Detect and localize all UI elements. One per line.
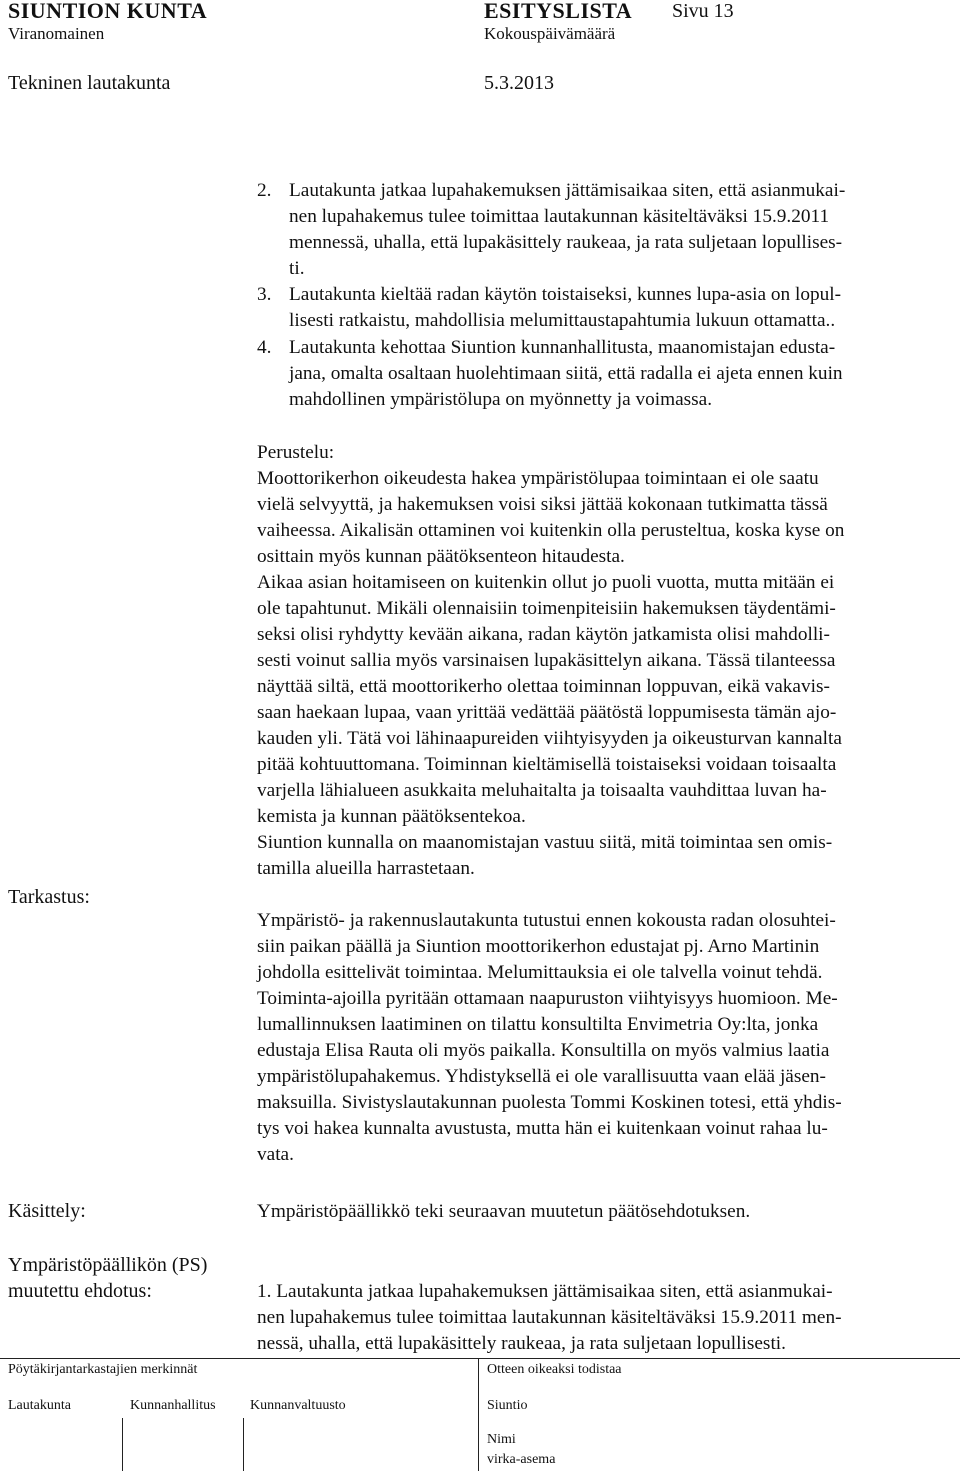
item-line: Lautakunta kehottaa Siuntion kunnanhallitusta, maanomistajan edusta- <box>289 337 836 358</box>
item-line: mennessä, uhalla, että lupakäsittely raukeaa, ja rata suljetaan lopullises- <box>289 232 843 253</box>
tarkastus-label: Tarkastus: <box>8 886 90 908</box>
item-line: jana, omalta osaltaan huolehtimaan siitä, että radalla ei ajeta ennen kuin <box>289 363 843 384</box>
item-number: 3. <box>257 284 272 305</box>
authority-label: Viranomainen <box>8 24 105 43</box>
kasittely-text: Ympäristöpäällikkö teki seuraavan muutetun päätösehdotuksen. <box>257 1201 751 1222</box>
meeting-date: 5.3.2013 <box>484 72 554 94</box>
paragraph-line: kauden yli. Tätä voi lähinaapureiden viihtyisyyden ja oikeusturvan kannalta <box>257 728 842 749</box>
item-number: 2. <box>257 180 272 201</box>
date-label: Kokouspäivämäärä <box>484 24 616 43</box>
org-name: SIUNTION KUNTA <box>8 0 208 23</box>
authority-name: Tekninen lautakunta <box>8 72 171 94</box>
paragraph-line: Aikaa asian hoitamiseen on kuitenkin ollut jo puoli vuotta, mutta mitään ei <box>257 572 835 593</box>
item-line: mahdollinen ympäristölupa on myönnetty ja voimassa. <box>289 389 713 410</box>
paragraph-line: lumallinnuksen laatiminen on tilattu konsultilta Envimetria Oy:lta, jonka <box>257 1014 819 1035</box>
paragraph-line: ole tapahtunut. Mikäli olennaisiin toimenpiteisiin hakemuksen täydentämi- <box>257 598 836 619</box>
footer-top-rule <box>0 1358 960 1359</box>
paragraph-line: nen lupahakemus tulee toimittaa lautakunnan käsiteltäväksi 15.9.2011 men- <box>257 1307 842 1328</box>
paragraph-line: saan haekaan lupaa, vaan yrittää vedättää päätöstä loppumisesta tämän ajo- <box>257 702 837 723</box>
footer-column-rule <box>243 1418 244 1471</box>
paragraph-line: pitää kohtuuttomana. Toiminnan kieltämisellä toistaiseksi voidaan toisaalta <box>257 754 837 775</box>
item-line: Lautakunta kieltää radan käytön toistaiseksi, kunnes lupa-asia on lopul- <box>289 284 842 305</box>
paragraph-line: tamilla alueilla harrastetaan. <box>257 858 475 879</box>
paragraph-line: tys voi hakea kunnalta avustusta, mutta hän ei kuitenkaan voinut rahaa lu- <box>257 1118 828 1139</box>
paragraph-line: sesti voinut sallia myös varsinaisen lupakäsittelyn aikana. Tässä tilanteessa <box>257 650 836 671</box>
paragraph-line: varjella lähialueen asukkaita meluhaitalta ja toisaalta vauhdittaa luvan ha- <box>257 780 827 801</box>
item-line: nen lupahakemus tulee toimittaa lautakunnan käsiteltäväksi 15.9.2011 <box>289 206 830 227</box>
footer-col-kunnanvaltuusto: Kunnanvaltuusto <box>250 1398 346 1413</box>
perustelu-heading: Perustelu: <box>257 442 335 463</box>
item-line: ti. <box>289 258 305 279</box>
item-line: lisesti ratkaistu, mahdollisia melumittaustapahtumia lukuun ottamatta.. <box>289 310 836 331</box>
paragraph-line: seksi olisi ryhdytty kevään aikana, radan käytön jatkamista olisi mahdolli- <box>257 624 830 645</box>
footer-role-label: virka-asema <box>487 1452 556 1467</box>
paragraph-line: Ympäristö- ja rakennuslautakunta tutustui ennen kokousta radan olosuhtei- <box>257 910 836 931</box>
footer-right-title: Otteen oikeaksi todistaa <box>487 1362 622 1377</box>
paragraph-line: Moottorikerhon oikeudesta hakea ympäristölupaa toimintaan ei ole saatu <box>257 468 819 489</box>
paragraph-line: vata. <box>257 1144 294 1165</box>
paragraph-line: näyttää siltä, että moottorikerho olettaa toiminnan loppuvan, eikä vakavis- <box>257 676 830 697</box>
paragraph-line: maksuilla. Sivistyslautakunnan puolesta Tommi Koskinen totesi, että yhdis- <box>257 1092 842 1113</box>
footer-col-lautakunta: Lautakunta <box>8 1398 71 1413</box>
paragraph-line: ympäristölupahakemus. Yhdistyksellä ei ole varallisuutta vaan elää jäsen- <box>257 1066 826 1087</box>
footer-column-rule <box>122 1418 123 1471</box>
footer-place: Siuntio <box>487 1398 528 1413</box>
ehdotus-label-line2: muutettu ehdotus: <box>8 1280 152 1302</box>
ehdotus-label-line1: Ympäristöpäällikön (PS) <box>8 1254 208 1276</box>
paragraph-line: vielä selvyyttä, ja hakemuksen voisi siksi jättää kokonaan tutkimatta tässä <box>257 494 828 515</box>
page-number: Sivu 13 <box>672 0 734 22</box>
paragraph-line: vaiheessa. Aikalisän ottaminen voi kuitenkin olla perusteltua, koska kyse on <box>257 520 845 541</box>
paragraph-line: siin paikan päällä ja Siuntion moottorikerhon edustajat pj. Arno Martinin <box>257 936 820 957</box>
paragraph-line: osittain myös kunnan päätöksenteon hitaudesta. <box>257 546 625 567</box>
footer-name-label: Nimi <box>487 1432 516 1447</box>
paragraph-line: 1. Lautakunta jatkaa lupahakemuksen jättämisaikaa siten, että asianmukai- <box>257 1281 833 1302</box>
item-number: 4. <box>257 337 272 358</box>
footer-left-title: Pöytäkirjantarkastajien merkinnät <box>8 1362 198 1377</box>
footer-divider <box>478 1358 479 1471</box>
paragraph-line: Siuntion kunnalla on maanomistajan vastuu siitä, mitä toimintaa sen omis- <box>257 832 833 853</box>
paragraph-line: johdolla esittelivät toimintaa. Melumittauksia ei ole talvella voinut tehdä. <box>257 962 823 983</box>
kasittely-label: Käsittely: <box>8 1200 86 1222</box>
paragraph-line: nessä, uhalla, että lupakäsittely raukeaa, ja rata suljetaan lopullisesti. <box>257 1333 786 1354</box>
footer-col-kunnanhallitus: Kunnanhallitus <box>130 1398 216 1413</box>
paragraph-line: kemista ja kunnan päätöksentekoa. <box>257 806 526 827</box>
paragraph-line: edustaja Elisa Rauta oli myös paikalla. Konsultilla on myös valmius laatia <box>257 1040 830 1061</box>
item-line: Lautakunta jatkaa lupahakemuksen jättämisaikaa siten, että asianmukai- <box>289 180 846 201</box>
doc-type: ESITYSLISTA <box>484 0 633 23</box>
paragraph-line: Toiminta-ajoilla pyritään ottamaan naapuruston viihtyisyys huomioon. Me- <box>257 988 838 1009</box>
